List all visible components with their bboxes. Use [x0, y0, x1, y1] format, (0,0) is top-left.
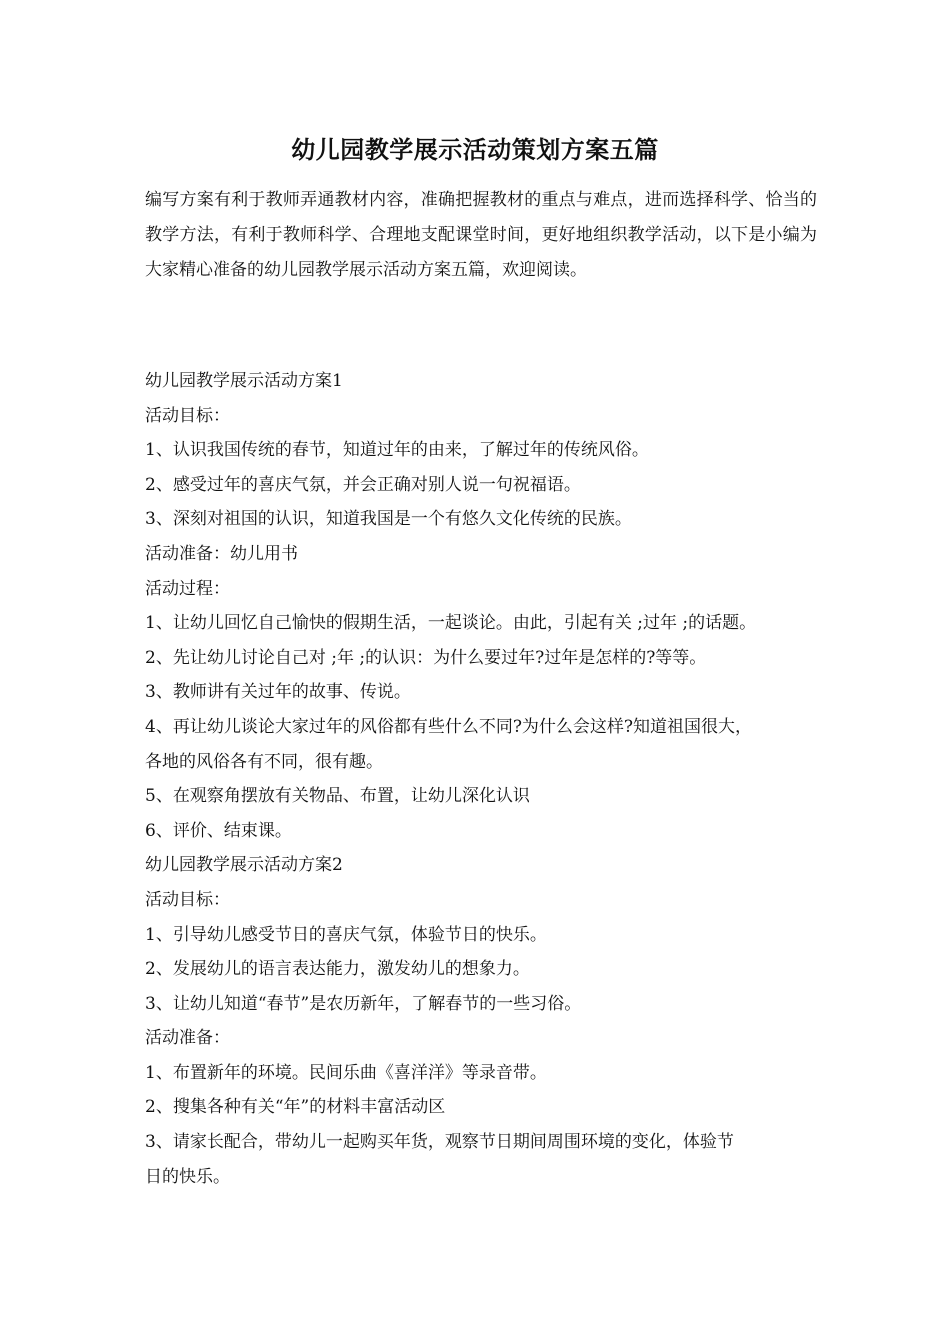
list-item: 4、再让幼儿谈论大家过年的风俗都有些什么不同?为什么会这样?知道祖国很大，: [145, 716, 753, 737]
list-item: 2、发展幼儿的语言表达能力，激发幼儿的想象力。: [145, 959, 530, 980]
document-title: 幼儿园教学展示活动策划方案五篇: [291, 135, 659, 164]
list-item-continuation: 各地的风俗各有不同，很有趣。: [145, 751, 383, 772]
list-item: 3、让幼儿知道“春节”是农历新年，了解春节的一些习俗。: [145, 993, 582, 1014]
subheading: 活动过程：: [145, 578, 230, 599]
subheading: 活动准备：幼儿用书: [145, 543, 298, 564]
subheading: 活动准备：: [145, 1028, 230, 1049]
list-item: 2、先让幼儿讨论自己对 ;年 ;的认识：为什么要过年?过年是怎样的?等等。: [145, 647, 707, 668]
list-item: 2、感受过年的喜庆气氛，并会正确对别人说一句祝福语。: [145, 474, 581, 495]
list-item: 3、深刻对祖国的认识，知道我国是一个有悠久文化传统的民族。: [145, 509, 632, 530]
subheading: 活动目标：: [145, 405, 230, 426]
list-item: 3、请家长配合，带幼儿一起购买年货，观察节日期间周围环境的变化，体验节: [145, 1132, 734, 1153]
list-item: 1、引导幼儿感受节日的喜庆气氛，体验节日的快乐。: [145, 924, 547, 945]
list-item-continuation: 日的快乐。: [145, 1166, 230, 1187]
list-item: 1、布置新年的环境。民间乐曲《喜洋洋》等录音带。: [145, 1062, 547, 1083]
list-item: 1、认识我国传统的春节，知道过年的由来，了解过年的传统风俗。: [145, 440, 649, 461]
list-item: 3、教师讲有关过年的故事、传说。: [145, 682, 411, 703]
list-item: 1、让幼儿回忆自己愉快的假期生活，一起谈论。由此，引起有关 ;过年 ;的话题。: [145, 613, 757, 634]
section-heading: 幼儿园教学展示活动方案2: [145, 855, 343, 876]
subheading: 活动目标：: [145, 889, 230, 910]
list-item: 5、在观察角摆放有关物品、布置，让幼儿深化认识: [145, 786, 530, 807]
list-item: 6、评价、结束课。: [145, 820, 292, 841]
section-heading: 幼儿园教学展示活动方案1: [145, 371, 343, 391]
document-body: [145, 364, 835, 1194]
list-item: 2、搜集各种有关“年”的材料丰富活动区: [145, 1097, 446, 1118]
intro-paragraph: 编写方案有利于教师弄通教材内容，准确把握教材的重点与难点，进而选择科学、恰当的教学方法，有利于教师科学、合理地支配课堂时间，更好地组织教学活动，以下是小编为大家精心准备的幼儿园教学展示活动方案五篇，欢迎阅读。: [145, 190, 817, 280]
